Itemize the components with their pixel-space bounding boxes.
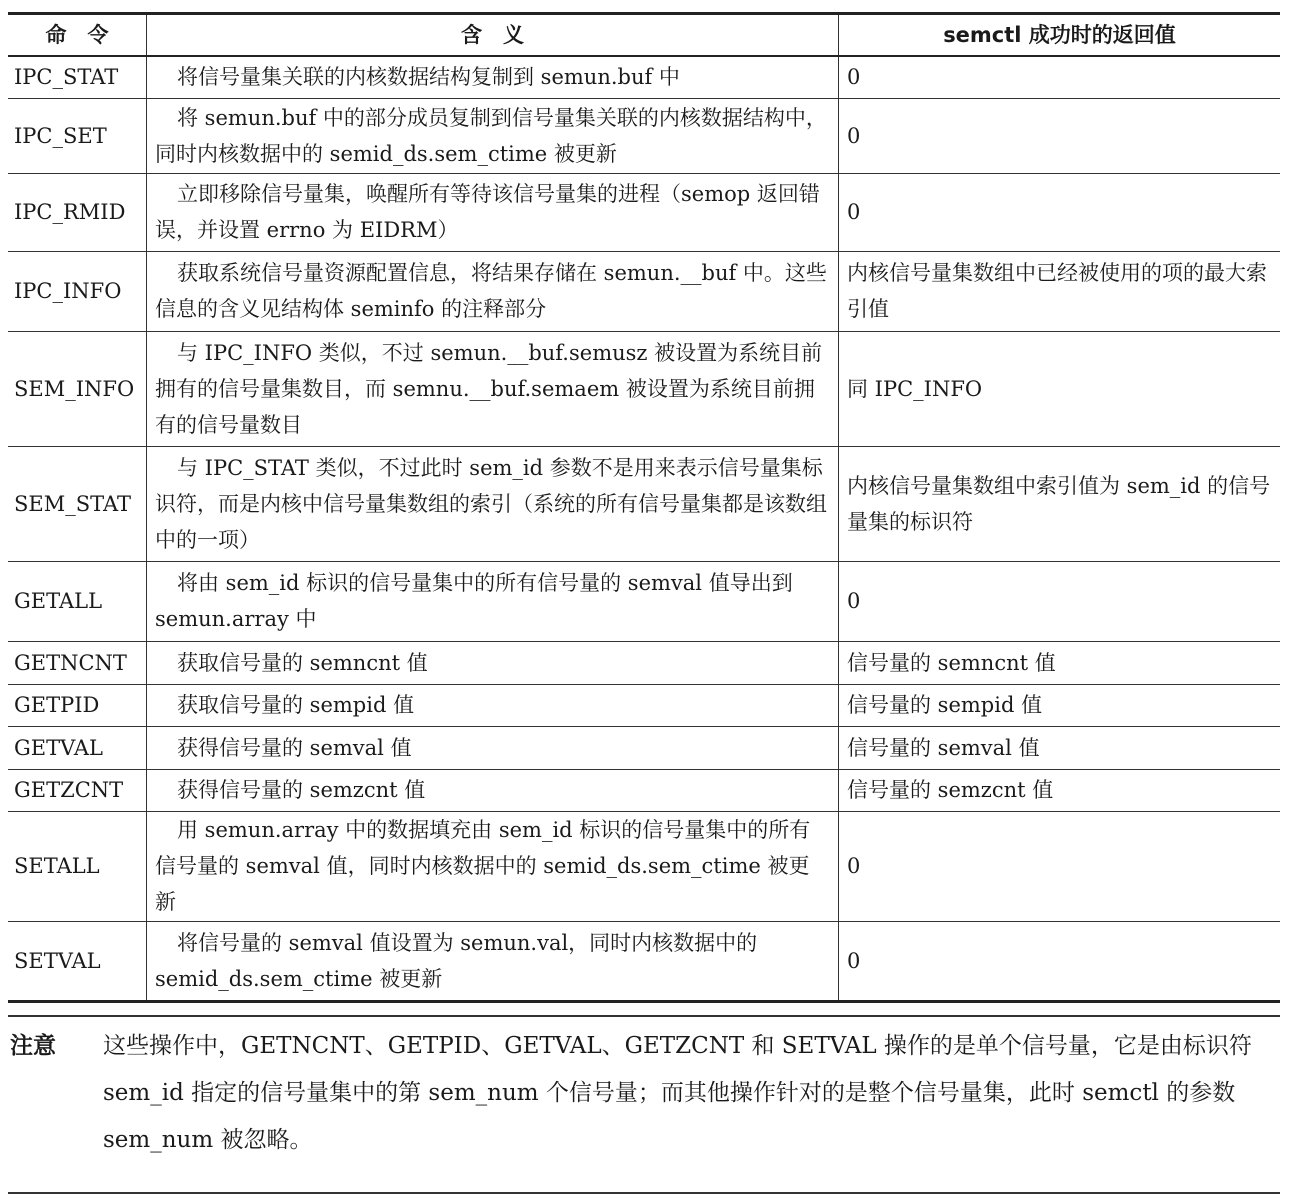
table-row [8,684,1280,726]
return-value-cell: 0 [839,173,1281,251]
command-cell: SETALL [8,811,147,921]
table-row [8,56,1280,98]
command-cell: GETNCNT [8,641,147,684]
table-row [8,811,1280,921]
return-value-cell: 同 IPC_INFO [839,331,1281,446]
command-cell: SEM_STAT [8,446,147,561]
command-cell: IPC_INFO [8,251,147,331]
semctl-commands-table [8,12,1280,1003]
return-value-cell: 信号量的 semncnt 值 [839,641,1281,684]
return-value-cell: 0 [839,98,1281,173]
meaning-cell: 与 IPC_INFO 类似，不过 semun.__buf.semusz 被设置为系统目前拥有的信号量集数目，而 semnu.__buf.semaem 被设置为系统目前拥有的信号量数目 [147,331,839,446]
table-header-row [8,14,1280,57]
return-value-cell: 信号量的 semzcnt 值 [839,769,1281,811]
note-label: 注意 [10,1033,56,1059]
command-cell: GETZCNT [8,769,147,811]
table-row [8,769,1280,811]
table-row [8,446,1280,561]
command-cell: GETVAL [8,726,147,769]
meaning-cell: 获得信号量的 semval 值 [147,726,839,769]
meaning-cell: 将 semun.buf 中的部分成员复制到信号量集关联的内核数据结构中，同时内核数据中的 semid_ds.sem_ctime 被更新 [147,98,839,173]
table-row [8,251,1280,331]
table-row [8,921,1280,1001]
meaning-cell: 获取系统信号量资源配置信息，将结果存储在 semun.__buf 中。这些信息的含义见结构体 seminfo 的注释部分 [147,251,839,331]
return-value-cell: 0 [839,921,1281,1001]
header-meaning: 含 义 [147,14,839,57]
return-value-cell: 0 [839,811,1281,921]
meaning-cell: 获得信号量的 semzcnt 值 [147,769,839,811]
command-cell: SETVAL [8,921,147,1001]
note-box [8,1015,1280,1194]
command-cell: GETALL [8,561,147,641]
meaning-cell: 将由 sem_id 标识的信号量集中的所有信号量的 semval 值导出到 semun.array 中 [147,561,839,641]
meaning-cell: 获取信号量的 semncnt 值 [147,641,839,684]
return-value-cell: 0 [839,56,1281,98]
return-value-cell: 信号量的 sempid 值 [839,684,1281,726]
table-row [8,98,1280,173]
command-cell: SEM_INFO [8,331,147,446]
meaning-cell: 将信号量集关联的内核数据结构复制到 semun.buf 中 [147,56,839,98]
return-value-cell: 内核信号量集数组中已经被使用的项的最大索引值 [839,251,1281,331]
header-return: semctl 成功时的返回值 [839,14,1281,57]
note-text: 这些操作中，GETNCNT、GETPID、GETVAL、GETZCNT 和 SETVAL 操作的是单个信号量，它是由标识符 sem_id 指定的信号量集中的第 sem_num 个信号量；而其他操作针对的是整个信号量集，此时 semctl 的参数 sem_num 被忽略。 [103,1033,1252,1153]
return-value-cell: 0 [839,561,1281,641]
header-command: 命 令 [8,14,147,57]
table-row [8,726,1280,769]
table-row [8,561,1280,641]
command-cell: IPC_RMID [8,173,147,251]
command-cell: IPC_SET [8,98,147,173]
meaning-cell: 用 semun.array 中的数据填充由 sem_id 标识的信号量集中的所有信号量的 semval 值，同时内核数据中的 semid_ds.sem_ctime 被更新 [147,811,839,921]
table-row [8,173,1280,251]
return-value-cell: 内核信号量集数组中索引值为 sem_id 的信号量集的标识符 [839,446,1281,561]
return-value-cell: 信号量的 semval 值 [839,726,1281,769]
meaning-cell: 立即移除信号量集，唤醒所有等待该信号量集的进程（semop 返回错误，并设置 errno 为 EIDRM） [147,173,839,251]
meaning-cell: 获取信号量的 sempid 值 [147,684,839,726]
command-cell: IPC_STAT [8,56,147,98]
meaning-cell: 与 IPC_STAT 类似，不过此时 sem_id 参数不是用来表示信号量集标识符，而是内核中信号量集数组的索引（系统的所有信号量集都是该数组中的一项） [147,446,839,561]
table-row [8,641,1280,684]
meaning-cell: 将信号量的 semval 值设置为 semun.val，同时内核数据中的 semid_ds.sem_ctime 被更新 [147,921,839,1001]
table-row [8,331,1280,446]
command-cell: GETPID [8,684,147,726]
